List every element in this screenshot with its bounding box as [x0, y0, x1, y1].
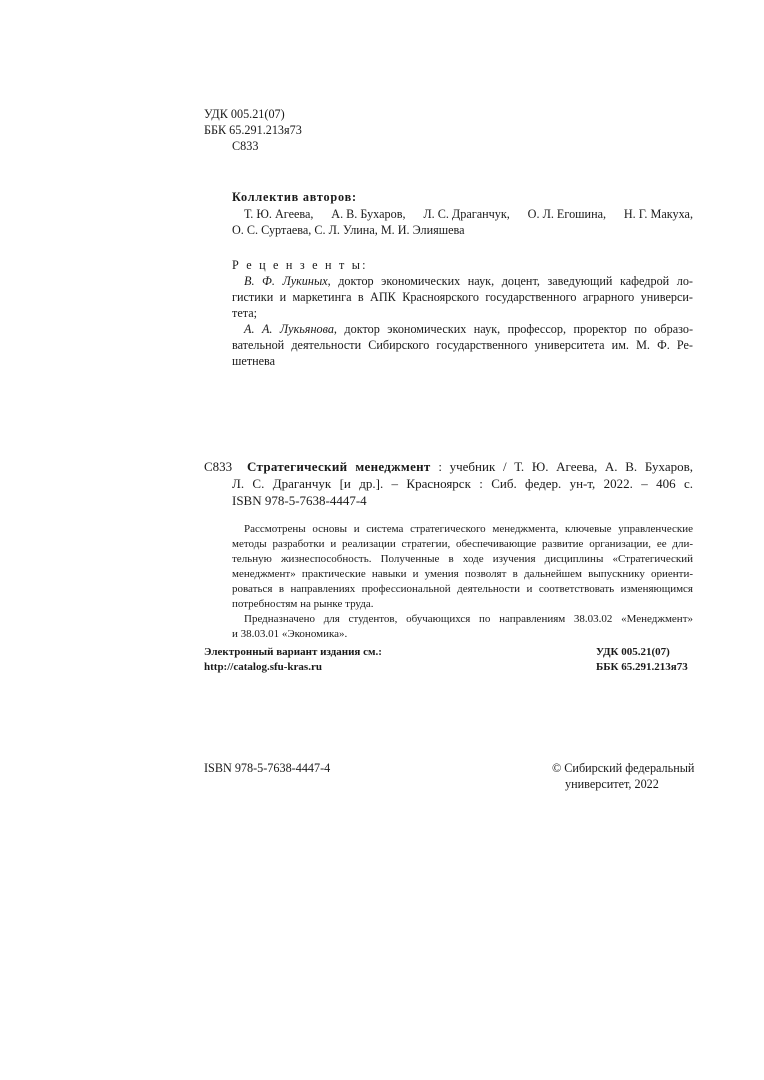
- udk-code: УДК 005.21(07): [204, 107, 285, 121]
- book-title: Стратегический менеджмент: [247, 459, 431, 474]
- reviewer-1-line-1-text: , доктор экономических наук, доцент, заведующий кафедрой ло-: [327, 274, 693, 288]
- author-name: О. Л. Егошина,: [527, 207, 607, 221]
- reviewer-2-line-1: [244, 321, 693, 337]
- reviewer-1-name: В. Ф. Лукиных: [244, 274, 328, 288]
- electronic-label: Электронный вариант издания см.:: [204, 646, 382, 658]
- authors-line-2: О. С. Суртаева, С. Л. Улина, М. И. Элияшева: [232, 223, 465, 237]
- abstract-line: тельную жизнеспособность. Полученные в ходе изучения дисциплины «Стратегический: [232, 553, 693, 565]
- author-name: А. В. Бухаров,: [331, 207, 406, 221]
- copyright-line-2: университет, 2022: [565, 777, 659, 791]
- bib-line-1-text: : учебник / Т. Ю. Агеева, А. В. Бухаров,: [430, 459, 693, 474]
- footer-isbn: ISBN 978-5-7638-4447-4: [204, 761, 331, 775]
- copyright-line-1: © Сибирский федеральный: [552, 761, 695, 775]
- abstract-line: Предназначено для студентов, обучающихся по направлениям 38.03.02 «Менеджмент»: [244, 613, 693, 625]
- author-name: Л. С. Драганчук,: [423, 207, 510, 221]
- authors-line-1: [244, 206, 693, 222]
- bib-isbn: ISBN 978-5-7638-4447-4: [232, 493, 367, 508]
- author-name: Н. Г. Макуха,: [623, 207, 693, 221]
- electronic-bbk: ББК 65.291.213я73: [596, 661, 688, 673]
- reviewer-2-line-1-text: , доктор экономических наук, профессор, проректор по образо-: [333, 322, 694, 336]
- bib-code: С833: [204, 459, 233, 474]
- abstract-line: роваться в направлениях профессиональной деятельности и соответствовать изменяющимся: [232, 583, 693, 595]
- abstract-line: менеджмент» практические навыки и умения позволят в дальнейшем выпускнику ориенти-: [232, 568, 693, 580]
- authors-heading: Коллектив авторов:: [232, 190, 357, 204]
- bib-line-1: [247, 459, 693, 475]
- electronic-udk: УДК 005.21(07): [596, 646, 670, 658]
- reviewer-2-line-3: шетнева: [232, 354, 276, 368]
- abstract-line: Рассмотрены основы и система стратегического менеджмента, ключевые управленческие: [244, 523, 693, 535]
- reviewers-heading: Р е ц е н з е н т ы:: [232, 258, 368, 272]
- abstract-line: методы разработки и реализации стратегии, обеспечивающие развитие организации, ее дли-: [232, 538, 693, 550]
- abstract-line: и 38.03.01 «Экономика».: [232, 628, 348, 640]
- reviewer-1-line-2: гистики и маркетинга в АПК Красноярского государственного аграрного универси-: [232, 290, 693, 304]
- reviewer-2-name: А. А. Лукьянова: [244, 322, 334, 336]
- reviewer-1-line-1: [244, 273, 693, 289]
- author-name: Т. Ю. Агеева,: [244, 207, 314, 221]
- author-mark: С833: [232, 139, 259, 153]
- abstract-line: потребностям на рынке труда.: [232, 598, 374, 610]
- reviewer-2-line-2: вательной деятельности Сибирского государственного университета им. М. Ф. Ре-: [232, 338, 693, 352]
- reviewer-1-line-3: тета;: [232, 306, 258, 320]
- catalog-link[interactable]: http://catalog.sfu-kras.ru: [204, 661, 322, 673]
- bib-line-2: Л. С. Драганчук [и др.]. – Красноярск : Сиб. федер. ун-т, 2022. – 406 с.: [232, 476, 693, 491]
- bbk-code: ББК 65.291.213я73: [204, 123, 302, 137]
